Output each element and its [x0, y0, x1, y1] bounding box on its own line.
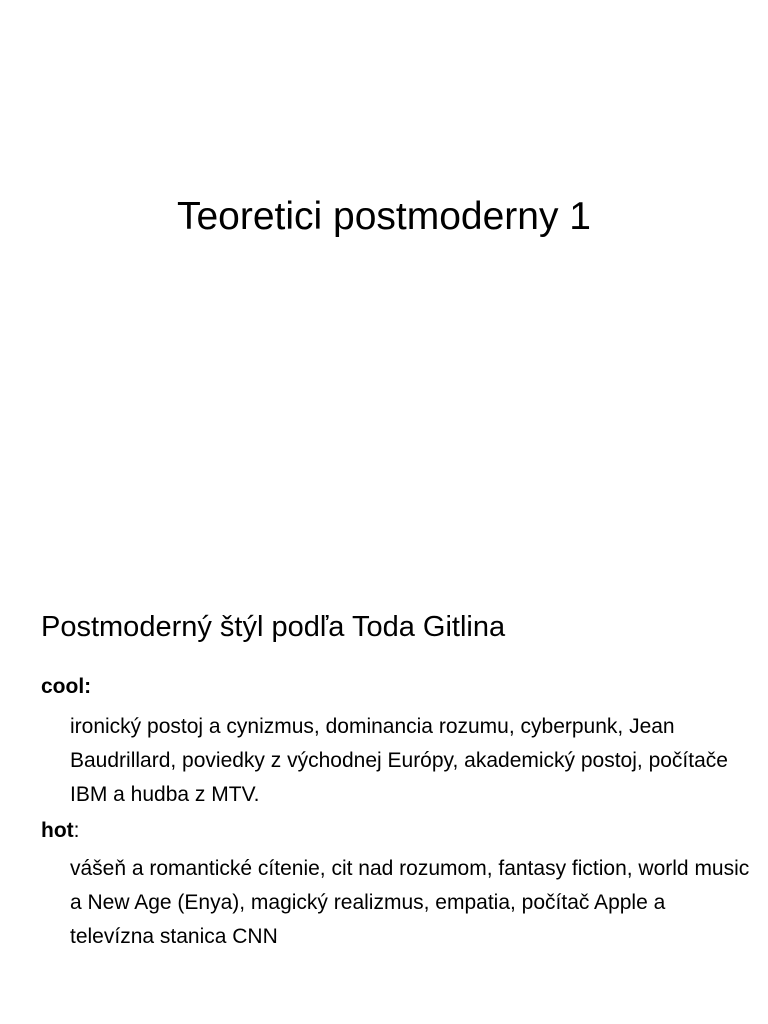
slide-title: Teoretici postmoderny 1 — [176, 195, 592, 238]
hot-colon: : — [73, 819, 80, 842]
content-title: Postmoderný štýl podľa Toda Gitlina — [41, 611, 506, 643]
content-slide — [0, 512, 768, 1024]
cool-label — [41, 672, 91, 702]
cool-keyword: cool — [41, 675, 85, 698]
cool-description: ironický postoj a cynizmus, dominancia rozumu, cyberpunk, Jean Baudrillard, poviedky z východnej Európy, akademický postoj, počítače IBM a hudba z MTV. — [70, 715, 728, 806]
hot-description: vášeň a romantické cítenie, cit nad rozumom, fantasy fiction, world music a New Age (Enya), magický realizmus, empatia, počítač Apple a televízna stanica CNN — [70, 857, 750, 948]
hot-label — [41, 816, 80, 846]
cool-colon: : — [84, 675, 92, 698]
hot-keyword: hot — [41, 819, 74, 842]
